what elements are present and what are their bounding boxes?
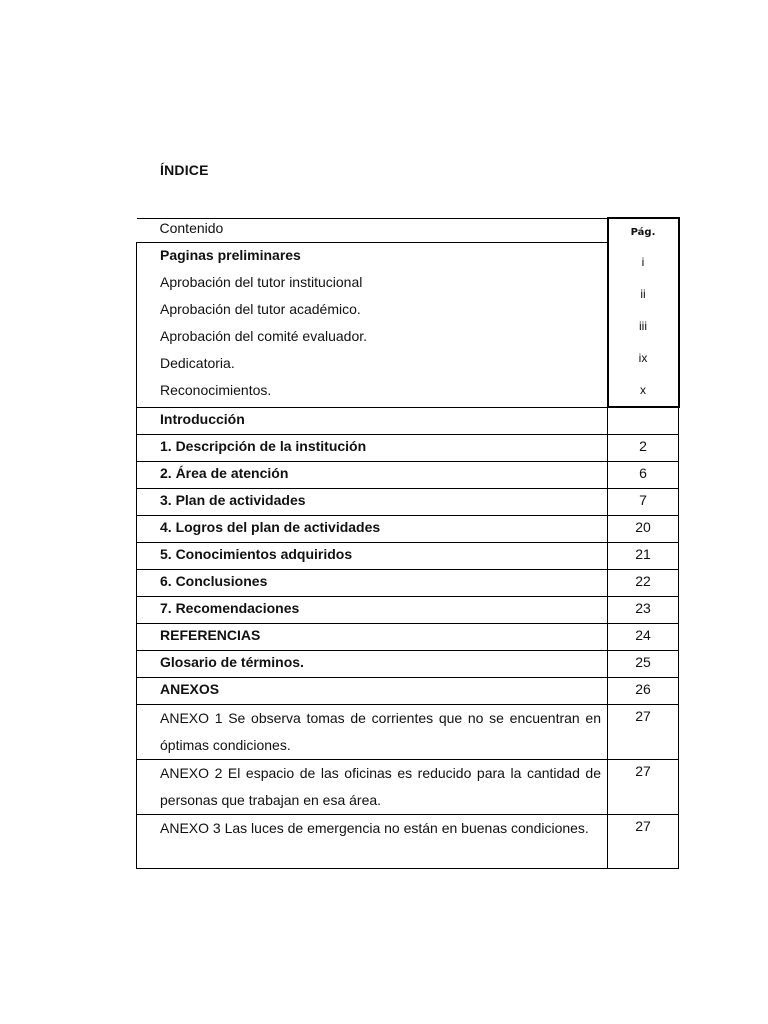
preliminary-item: Aprobación del tutor académico. <box>160 300 361 317</box>
page-label: Pág. <box>630 227 656 238</box>
entry-label: 7. Recomendaciones <box>137 597 608 624</box>
entry-page: 26 <box>608 678 679 705</box>
content-header <box>137 218 608 242</box>
table-row <box>137 570 679 597</box>
table-row <box>137 597 679 624</box>
entry-label: 2. Área de atención <box>137 462 608 489</box>
entry-page: 2 <box>608 435 679 462</box>
entry-page: 24 <box>608 624 679 651</box>
entry-page: 25 <box>608 651 679 678</box>
annex-label: ANEXO 1 Se observa tomas de corrientes que no se encuentran en óptimas condiciones. <box>137 705 608 760</box>
annex-page: 27 <box>608 815 679 869</box>
table-row <box>137 651 679 678</box>
table-row <box>137 435 679 462</box>
preliminary-item: Reconocimientos. <box>160 381 272 398</box>
entry-label: Glosario de términos. <box>137 651 608 678</box>
page-title: ÍNDICE <box>160 162 209 178</box>
preliminary-item: Aprobación del comité evaluador. <box>160 327 368 344</box>
entry-label: 6. Conclusiones <box>137 570 608 597</box>
table-row <box>137 516 679 543</box>
annex-row <box>137 815 679 869</box>
annex-page: 27 <box>608 705 679 760</box>
table-row <box>137 624 679 651</box>
content-label: Contenido <box>159 219 224 236</box>
preliminary-item: Dedicatoria. <box>160 354 235 371</box>
page-number: iii <box>639 319 647 333</box>
table-of-contents <box>136 217 680 869</box>
header-row <box>137 218 679 242</box>
preliminary-heading: Paginas preliminares <box>160 246 301 263</box>
entry-label: 1. Descripción de la institución <box>137 435 608 462</box>
table-row <box>137 489 679 516</box>
preliminary-pages-cell <box>608 218 679 407</box>
preliminary-item: Aprobación del tutor institucional <box>160 273 363 290</box>
page-number: i <box>641 255 645 269</box>
table-row <box>137 543 679 570</box>
preliminary-row <box>137 242 679 407</box>
annex-row <box>137 705 679 760</box>
preliminary-contents <box>137 242 608 407</box>
entry-page: 7 <box>608 489 679 516</box>
page-number: ix <box>638 351 648 365</box>
entry-page: 21 <box>608 543 679 570</box>
annex-row <box>137 760 679 815</box>
table-row <box>137 678 679 705</box>
entry-page: 22 <box>608 570 679 597</box>
page-number: ii <box>640 287 646 301</box>
annex-label: ANEXO 2 El espacio de las oficinas es reducido para la cantidad de personas que trabajan en esa área. <box>137 760 608 815</box>
entry-page: 6 <box>608 462 679 489</box>
entry-label: 5. Conocimientos adquiridos <box>137 543 608 570</box>
annex-page: 27 <box>608 760 679 815</box>
annex-label: ANEXO 3 Las luces de emergencia no están en buenas condiciones. <box>137 815 608 869</box>
page-number: x <box>640 383 646 397</box>
entry-page: 23 <box>608 597 679 624</box>
table-row <box>137 407 679 435</box>
entry-label: Introducción <box>137 407 608 435</box>
entry-label: ANEXOS <box>137 678 608 705</box>
entry-label: 3. Plan de actividades <box>137 489 608 516</box>
entry-page: 20 <box>608 516 679 543</box>
preliminary-page-list <box>609 246 678 406</box>
table-row <box>137 462 679 489</box>
entry-label: 4. Logros del plan de actividades <box>137 516 608 543</box>
entry-page <box>608 407 679 435</box>
entry-label: REFERENCIAS <box>137 624 608 651</box>
